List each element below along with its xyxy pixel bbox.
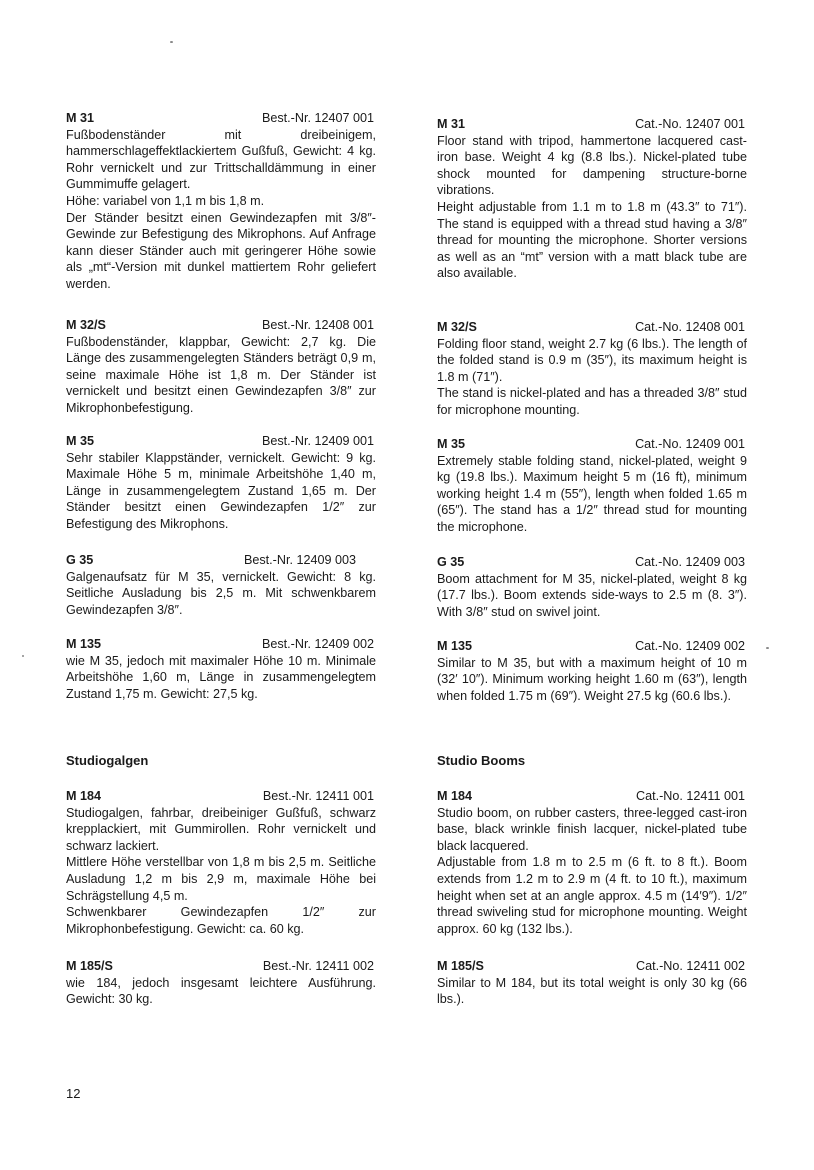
order-number: Cat.-No. 12411 001 [636,789,745,803]
model-name: M 32/S [66,318,106,332]
model-name: M 135 [437,639,473,653]
entry-m35-de [66,433,376,533]
entry-m184-en [437,788,747,937]
description: Schwenkbarer Gewindezapfen 1/2″ zur Mikrophonbefestigung. Gewicht: ca. 60 kg. [66,905,376,936]
description: Höhe: variabel von 1,1 m bis 1,8 m. [66,193,265,208]
scan-speck [22,655,24,657]
entry-m185s-de [66,958,376,1008]
section-heading: Studiogalgen [66,753,149,768]
order-number: Cat.-No. 12408 001 [635,320,745,334]
description: Sehr stabiler Klappständer, vernickelt. Gewicht: 9 kg. Maximale Höhe 5 m, minimale Arbeitshöhe 1,40 m, Länge in zusammengelegtem Zustand 1,65 m. Der Ständer besitzt einen Gewindezapfen 1/2″ zur Befestigung des Mikrophons. [66,450,376,531]
description: The stand is nickel-plated and has a threaded 3/8″ stud for microphone mounting. [437,386,747,417]
description: Similar to M 35, but with a maximum height of 10 m (32′ 10″). Minimum working height 1.60 m (63″), length when folded 1.75 m (69″). Weight 27.5 kg (60.6 lbs.). [437,655,747,703]
description: Galgenaufsatz für M 35, vernickelt. Gewicht: 8 kg. Seitliche Ausladung bis 2,5 m. Mit schwenkbarem Gewindezapfen 3/8″. [66,569,376,617]
description: Adjustable from 1.8 m to 2.5 m (6 ft. to 8 ft.). Boom extends from 1.2 m to 2.9 m (4 ft. to 10 ft.), maximum height when set at an angle approx. 4.5 m (14′9″). 1/2″ thread swiveling stud for microphone mounting. Weight approx. 60 kg (132 lbs.). [437,855,747,936]
description: Fußbodenständer, klappbar, Gewicht: 2,7 kg. Die Länge des zusammengelegten Ständers beträgt 0,9 m, seine maximale Höhe ist 1,8 m. Der Ständer ist vernickelt und besitzt einen Gewindezapfen 3/8″ zur Mikrophonbefestigung. [66,334,376,415]
model-name: G 35 [437,555,465,569]
entry-m135-en [437,638,747,704]
order-number: Cat.-No. 12409 002 [635,639,745,653]
description: Der Ständer besitzt einen Gewindezapfen mit 3/8″-Gewinde zur Befestigung des Mikrophons. Auf Anfrage kann dieser Ständer auch mit geringerer Höhe sowie als „mt“-Version mit dunkel mattiertem Rohr geliefert werden. [66,210,376,291]
entry-g35-de [66,552,376,618]
description: Extremely stable folding stand, nickel-plated, weight 9 kg (19.8 lbs.). Maximum height 5 m (16 ft), minimum working height 1.4 m (55″), length when folded 1.65 m (65″). The stand has a 1/2″ thread stud for mounting the microphone. [437,453,747,534]
entry-m32s-de [66,317,376,417]
order-number: Cat.-No. 12409 001 [635,437,745,451]
description: Studio boom, on rubber casters, three-legged cast-iron base, black wrinkle finish lacquer, nickel-plated tube black lacquered. [437,805,747,853]
order-number: Best.-Nr. 12409 002 [261,637,374,651]
order-number: Best.-Nr. 12407 001 [261,111,374,125]
order-number: Best.-Nr. 12411 002 [262,959,374,973]
order-number: Cat.-No. 12409 003 [635,555,745,569]
description: Height adjustable from 1.1 m to 1.8 m (43.3″ to 71″). The stand is equipped with a thread stud having a 3/8″ thread for mounting the microphone. Shorter versions as well as an “mt” version with a matt black tube are also available. [437,199,747,281]
entry-m31-en [437,116,747,282]
description: Similar to M 184, but its total weight is only 30 kg (66 lbs.). [437,975,747,1007]
description: Boom attachment for M 35, nickel-plated, weight 8 kg (17.7 lbs.). Boom extends side-ways to 2.5 m (8. 3″). With 3/8″ stud on swivel joint. [437,571,747,619]
entry-g35-en [437,554,747,620]
entry-m135-de [66,636,376,702]
description: wie 184, jedoch insgesamt leichtere Ausführung. Gewicht: 30 kg. [66,975,376,1007]
model-name: M 135 [66,637,102,651]
description: Mittlere Höhe verstellbar von 1,8 m bis 2,5 m. Seitliche Ausladung 1,2 m bis 2,9 m, maximale Höhe bei Schrägstellung 4,5 m. [66,855,376,903]
entry-m31-de [66,110,376,293]
model-name: M 184 [437,789,473,803]
page-number: 12 [66,1086,81,1101]
scan-speck [766,647,769,649]
model-name: M 31 [437,117,465,131]
model-name: M 31 [66,111,94,125]
model-name: M 185/S [66,959,113,973]
description: wie M 35, jedoch mit maximaler Höhe 10 m. Minimale Arbeitshöhe 1,60 m, Länge in zusammengelegtem Zustand 1,75 m. Gewicht: 27,5 kg. [66,653,376,701]
scan-speck [170,41,173,43]
entry-m35-en [437,436,747,536]
model-name: M 35 [66,434,94,448]
order-number: Cat.-No. 12411 002 [636,959,745,973]
section-heading: Studio Booms [437,753,526,768]
description: Studiogalgen, fahrbar, dreibeiniger Gußfuß, schwarz krepplackiert, mit Gummirollen. Rohr vernickelt und schwarz lackiert. [66,805,376,853]
order-number: Best.-Nr. 12409 001 [261,434,374,448]
entry-m32s-en [437,319,747,419]
order-number: Best.-Nr. 12411 001 [262,789,374,803]
model-name: M 35 [437,437,465,451]
order-number: Best.-Nr. 12409 003 [243,553,356,567]
order-number: Best.-Nr. 12408 001 [261,318,374,332]
entry-m184-de [66,788,376,937]
model-name: M 185/S [437,959,484,973]
model-name: M 32/S [437,320,477,334]
order-number: Cat.-No. 12407 001 [635,117,745,131]
description: Fußbodenständer mit dreibeinigem, hammerschlageffektlackiertem Gußfuß, Gewicht: 4 kg. Rohr vernickelt und zur Trittschalldämmung in einer Gummimuffe gelagert. [66,127,376,192]
description: Floor stand with tripod, hammertone lacquered cast-iron base. Weight 4 kg (8.8 lbs.). Nickel-plated tube shock mounted for dampening structure-borne vibrations. [437,133,747,198]
description: Folding floor stand, weight 2.7 kg (6 lbs.). The length of the folded stand is 0.9 m (35″), its maximum height is 1.8 m (71″). [437,336,747,384]
model-name: G 35 [66,553,94,567]
model-name: M 184 [66,789,102,803]
entry-m185s-en [437,958,747,1008]
